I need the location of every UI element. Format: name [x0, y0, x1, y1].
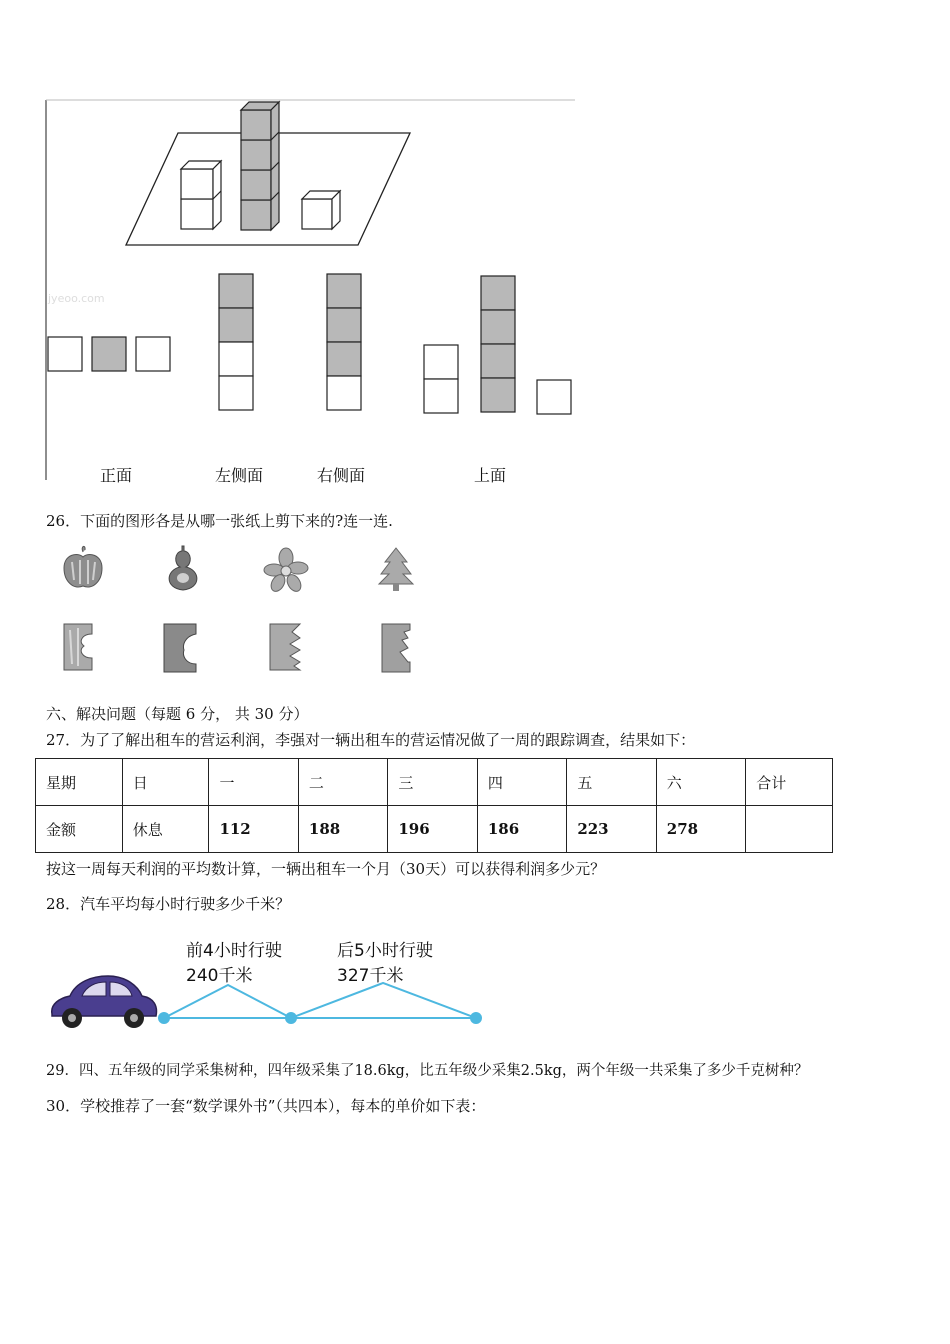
table-cell	[746, 806, 833, 853]
right-view	[327, 274, 361, 410]
segment2-label-line2: 327千米	[337, 966, 404, 986]
table-cell: 休息	[122, 806, 209, 853]
q27-text: 27．为了了解出租车的营运利润，李强对一辆出租车的营运情况做了一周的跟踪调查，结果如下：	[46, 731, 696, 749]
table-cell: 186	[477, 806, 566, 853]
caption-front: 正面	[100, 466, 133, 485]
caption-top: 上面	[474, 466, 507, 485]
q27-follow: 按这一周每天利润的平均数计算，一辆出租车一个月（30天）可以获得利润多少元？	[46, 860, 606, 878]
start-point	[158, 1012, 170, 1024]
table-cell: 三	[388, 759, 477, 806]
folded-paper-3	[266, 620, 304, 674]
table-cell: 四	[477, 759, 566, 806]
mid-point	[285, 1012, 297, 1024]
table-cell: 金额	[36, 806, 123, 853]
end-point	[470, 1012, 482, 1024]
left-view	[219, 274, 253, 410]
left-stack	[181, 161, 221, 229]
table-cell: 日	[122, 759, 209, 806]
caption-right: 右侧面	[317, 466, 366, 485]
car-icon	[46, 970, 166, 1034]
table-cell: 二	[298, 759, 387, 806]
q30-text: 30．学校推荐了一套“数学课外书”（共四本），每本的单价如下表：	[46, 1097, 486, 1115]
single-cube	[302, 191, 340, 229]
table-cell: 一	[209, 759, 298, 806]
table-cell: 223	[567, 806, 656, 853]
flower-icon	[262, 546, 310, 594]
cube-views-figure	[40, 95, 580, 490]
segment2-label-line1: 后5小时行驶	[337, 941, 433, 961]
table-cell: 六	[656, 759, 745, 806]
tall-stack	[241, 102, 279, 230]
segment1-label-line1: 前4小时行驶	[186, 941, 282, 961]
table-cell: 合计	[746, 759, 833, 806]
table-cell: 278	[656, 806, 745, 853]
apple-icon	[58, 544, 108, 594]
table-cell: 星期	[36, 759, 123, 806]
tree-icon	[376, 546, 416, 592]
folded-paper-2	[160, 620, 200, 676]
segment1-label-line2: 240千米	[186, 966, 253, 986]
table-cell: 188	[298, 806, 387, 853]
q29-text: 29．四、五年级的同学采集树种，四年级采集了18.6kg，比五年级少采集2.5kg，两个年级一共采集了多少千克树种？	[46, 1063, 809, 1079]
front-view	[48, 337, 170, 371]
folded-paper-4	[378, 620, 414, 676]
q28-text: 28．汽车平均每小时行驶多少千米？	[46, 895, 291, 913]
table-cell: 五	[567, 759, 656, 806]
watermark: jyeoo.com	[48, 292, 105, 305]
section6-title: 六、解决问题（每题 6 分， 共 30 分）	[46, 705, 309, 723]
profit-table	[35, 758, 833, 853]
folded-paper-1	[60, 620, 96, 674]
q26-text: 26．下面的图形各是从哪一张纸上剪下来的?连一连.	[46, 512, 393, 530]
table-header-row	[36, 759, 833, 806]
table-cell: 196	[388, 806, 477, 853]
gourd-icon	[160, 542, 206, 594]
top-view	[424, 276, 571, 414]
table-row	[36, 806, 833, 853]
caption-left: 左侧面	[215, 466, 264, 485]
table-cell: 112	[209, 806, 298, 853]
